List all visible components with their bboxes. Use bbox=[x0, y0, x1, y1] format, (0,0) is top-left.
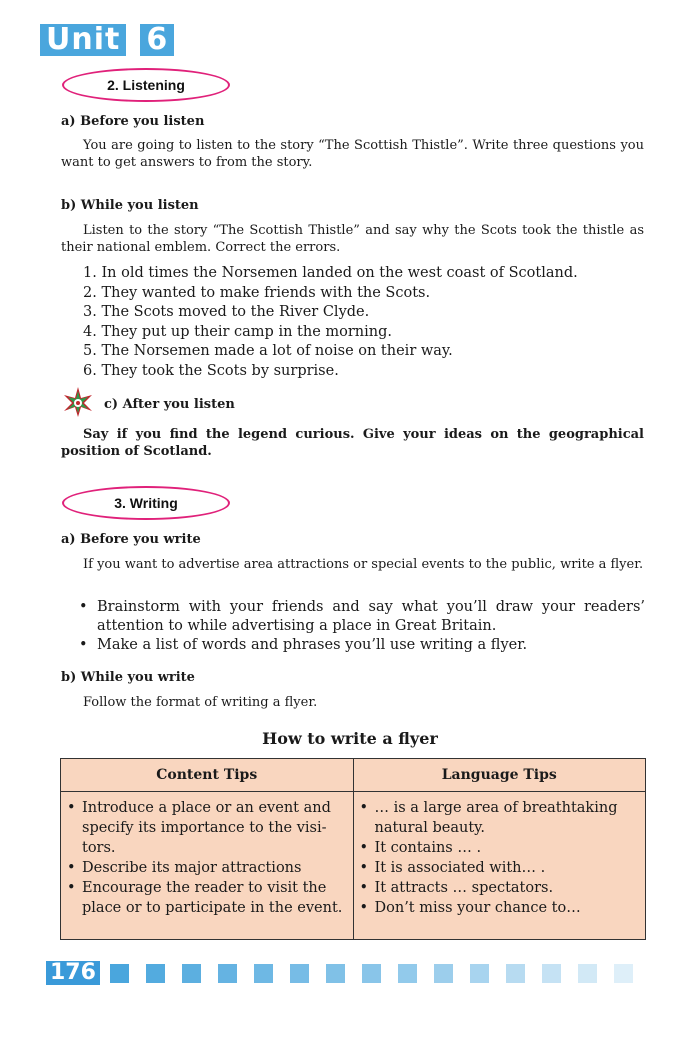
decorative-square bbox=[146, 964, 165, 983]
decorative-square bbox=[470, 964, 489, 983]
unit-header bbox=[40, 24, 174, 56]
list-item: • Describe its major attractions bbox=[67, 858, 347, 878]
decorative-square bbox=[614, 964, 633, 983]
list-item: 5. The Norsemen made a lot of noise on their way. bbox=[83, 343, 453, 359]
while-write-heading: b) While you write bbox=[61, 670, 195, 685]
decorative-squares bbox=[110, 964, 633, 983]
decorative-square bbox=[578, 964, 597, 983]
decorative-square bbox=[218, 964, 237, 983]
list-item: • Encourage the reader to visit the place or to participate in the event. bbox=[67, 878, 347, 918]
before-write-heading: a) Before you write bbox=[61, 532, 201, 547]
content-tips-list bbox=[61, 792, 353, 918]
list-item: • It is associated with… . bbox=[360, 858, 640, 878]
decorative-square bbox=[542, 964, 561, 983]
listening-section-title: 2. Listening bbox=[62, 68, 230, 102]
page-number: 176 bbox=[46, 961, 100, 985]
page-footer bbox=[46, 961, 633, 985]
decorative-square bbox=[290, 964, 309, 983]
star-icon bbox=[62, 386, 94, 418]
after-listen-text: Say if you find the legend curious. Give your ideas on the geographical position of Scotland. bbox=[61, 427, 644, 459]
while-listen-text: Listen to the story “The Scottish Thistle” and say why the Scots took the thistle as their national emblem. Correct the errors. bbox=[61, 223, 644, 255]
table-title: How to write a flyer bbox=[262, 729, 438, 748]
decorative-square bbox=[326, 964, 345, 983]
list-item: • Don’t miss your chance to… bbox=[360, 898, 640, 918]
language-tips-header: Language Tips bbox=[354, 759, 646, 792]
unit-word: Unit bbox=[40, 24, 126, 56]
unit-number: 6 bbox=[140, 24, 174, 56]
content-tips-column bbox=[61, 759, 353, 939]
list-item: • It attracts … spectators. bbox=[360, 878, 640, 898]
content-tips-header: Content Tips bbox=[61, 759, 353, 792]
writing-section-title: 3. Writing bbox=[62, 486, 230, 520]
while-listen-heading: b) While you listen bbox=[61, 198, 199, 213]
flyer-bullets bbox=[79, 598, 645, 655]
list-item: • It contains … . bbox=[360, 838, 640, 858]
list-item: • Make a list of words and phrases you’ll use writing a flyer. bbox=[79, 636, 645, 655]
list-item: • Introduce a place or an event and specify its importance to the visitors. bbox=[67, 798, 347, 858]
language-tips-column bbox=[353, 759, 646, 939]
before-write-text: If you want to advertise area attractions or special events to the public, write a flyer. bbox=[83, 557, 644, 572]
list-item: • Brainstorm with your friends and say what you’ll draw your readers’ attention to while advertising a place in Great Britain. bbox=[79, 598, 645, 636]
before-listen-text: You are going to listen to the story “The Scottish Thistle”. Write three questions you want to get answers to from the story. bbox=[61, 138, 644, 170]
decorative-square bbox=[110, 964, 129, 983]
after-listen-heading: c) After you listen bbox=[104, 397, 235, 412]
list-item: 3. The Scots moved to the River Clyde. bbox=[83, 304, 370, 320]
errors-list bbox=[83, 264, 578, 381]
while-write-text: Follow the format of writing a flyer. bbox=[83, 695, 318, 710]
list-item: 6. They took the Scots by surprise. bbox=[83, 362, 339, 379]
before-listen-heading: a) Before you listen bbox=[61, 114, 205, 129]
decorative-square bbox=[506, 964, 525, 983]
decorative-square bbox=[182, 964, 201, 983]
decorative-square bbox=[434, 964, 453, 983]
decorative-square bbox=[398, 964, 417, 983]
list-item: 2. They wanted to make friends with the Scots. bbox=[83, 284, 431, 301]
decorative-square bbox=[362, 964, 381, 983]
list-item: 1. In old times the Norsemen landed on the west coast of Scotland. bbox=[83, 265, 578, 281]
language-tips-list bbox=[354, 792, 646, 918]
decorative-square bbox=[254, 964, 273, 983]
list-item: 4. They put up their camp in the morning. bbox=[83, 323, 393, 340]
tips-table bbox=[60, 758, 646, 940]
list-item: • … is a large area of breathtaking natural beauty. bbox=[360, 798, 640, 838]
